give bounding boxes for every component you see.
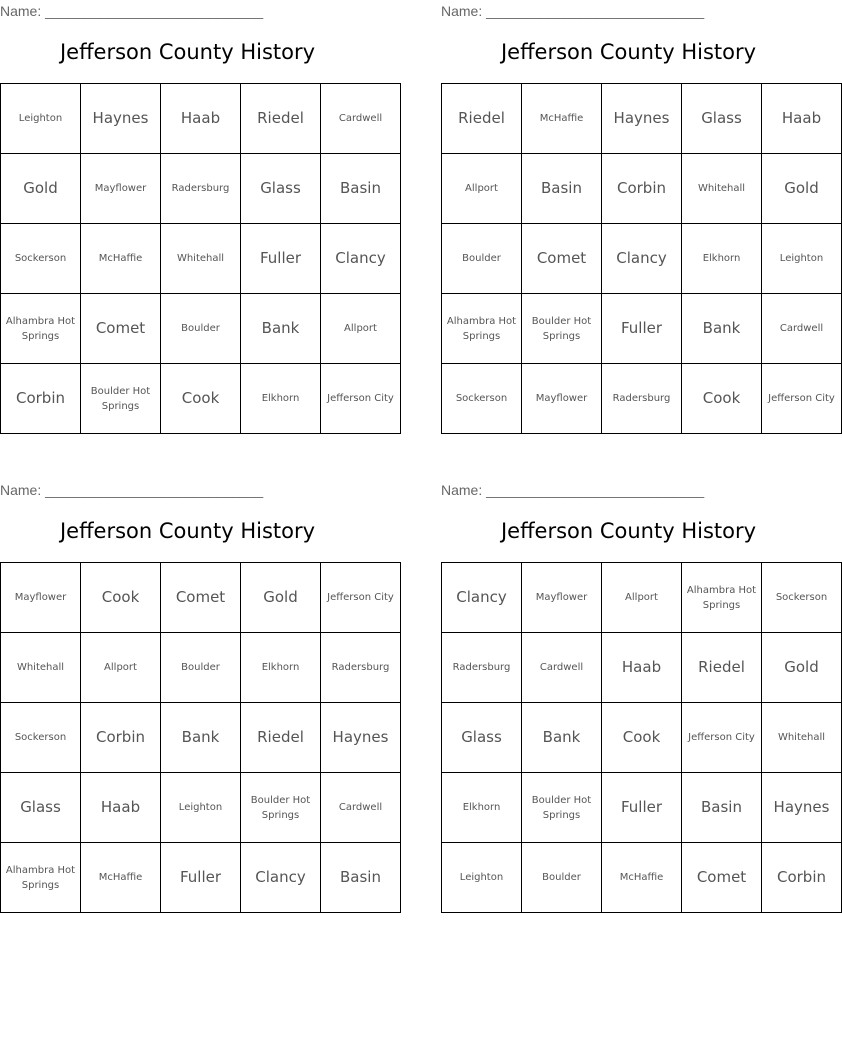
- bingo-cell[interactable]: Sockerson: [1, 703, 81, 773]
- bingo-cell[interactable]: Fuller: [602, 294, 682, 364]
- bingo-cell[interactable]: Clancy: [602, 224, 682, 294]
- bingo-cell[interactable]: Boulder Hot Springs: [81, 364, 161, 434]
- bingo-cell[interactable]: Allport: [321, 294, 401, 364]
- bingo-cell[interactable]: Leighton: [161, 773, 241, 843]
- bingo-cell[interactable]: Glass: [1, 773, 81, 843]
- bingo-cell[interactable]: Radersburg: [161, 154, 241, 224]
- bingo-cell[interactable]: Boulder Hot Springs: [241, 773, 321, 843]
- bingo-cell[interactable]: McHaffie: [81, 224, 161, 294]
- bingo-cell[interactable]: Boulder Hot Springs: [522, 294, 602, 364]
- card-title: Jefferson County History: [59, 519, 316, 543]
- bingo-cell[interactable]: Corbin: [762, 843, 842, 913]
- grid-row: [1, 633, 401, 703]
- bingo-cell[interactable]: Elkhorn: [241, 633, 321, 703]
- bingo-cell[interactable]: Allport: [442, 154, 522, 224]
- bingo-grid: [441, 83, 842, 434]
- bingo-cell[interactable]: Basin: [522, 154, 602, 224]
- name-field[interactable]: Name: ____________________________: [441, 3, 705, 19]
- bingo-cell[interactable]: Sockerson: [762, 563, 842, 633]
- bingo-cell[interactable]: Haynes: [81, 84, 161, 154]
- bingo-cell[interactable]: Whitehall: [1, 633, 81, 703]
- card-title: Jefferson County History: [500, 519, 757, 543]
- bingo-cell[interactable]: Jefferson City: [321, 364, 401, 434]
- bingo-cell[interactable]: Basin: [682, 773, 762, 843]
- bingo-cell[interactable]: Sockerson: [1, 224, 81, 294]
- bingo-cell[interactable]: Radersburg: [442, 633, 522, 703]
- bingo-cell[interactable]: Haab: [81, 773, 161, 843]
- bingo-cell[interactable]: Boulder: [522, 843, 602, 913]
- bingo-cell[interactable]: Haynes: [602, 84, 682, 154]
- bingo-cell[interactable]: Alhambra Hot Springs: [1, 843, 81, 913]
- bingo-cell[interactable]: Haynes: [762, 773, 842, 843]
- bingo-cell[interactable]: Glass: [241, 154, 321, 224]
- bingo-cell[interactable]: Allport: [602, 563, 682, 633]
- bingo-cell[interactable]: Elkhorn: [442, 773, 522, 843]
- bingo-cell[interactable]: Alhambra Hot Springs: [1, 294, 81, 364]
- bingo-cell[interactable]: Riedel: [241, 703, 321, 773]
- bingo-cell[interactable]: Clancy: [241, 843, 321, 913]
- bingo-cell[interactable]: Cardwell: [522, 633, 602, 703]
- bingo-cell[interactable]: Alhambra Hot Springs: [682, 563, 762, 633]
- bingo-cell[interactable]: Haynes: [321, 703, 401, 773]
- bingo-cell[interactable]: Gold: [241, 563, 321, 633]
- bingo-cell[interactable]: Gold: [762, 154, 842, 224]
- bingo-cell[interactable]: Boulder: [161, 294, 241, 364]
- grid-row: [442, 364, 842, 434]
- bingo-cell[interactable]: Bank: [522, 703, 602, 773]
- grid-row: [442, 843, 842, 913]
- grid-row: [442, 224, 842, 294]
- grid-row: [442, 294, 842, 364]
- grid-row: [1, 364, 401, 434]
- bingo-cell[interactable]: Whitehall: [682, 154, 762, 224]
- bingo-cell[interactable]: Bank: [161, 703, 241, 773]
- bingo-cell[interactable]: Jefferson City: [321, 563, 401, 633]
- name-field[interactable]: Name: ____________________________: [0, 482, 264, 498]
- bingo-cell[interactable]: Comet: [81, 294, 161, 364]
- bingo-cell[interactable]: Leighton: [1, 84, 81, 154]
- bingo-cell[interactable]: Fuller: [241, 224, 321, 294]
- bingo-cell[interactable]: Riedel: [682, 633, 762, 703]
- grid-row: [442, 84, 842, 154]
- grid-row: [1, 563, 401, 633]
- bingo-cell[interactable]: Corbin: [1, 364, 81, 434]
- bingo-cell[interactable]: Haab: [762, 84, 842, 154]
- grid-row: [442, 563, 842, 633]
- bingo-cell[interactable]: Cook: [602, 703, 682, 773]
- bingo-cell[interactable]: Leighton: [442, 843, 522, 913]
- grid-row: [1, 703, 401, 773]
- grid-row: [1, 773, 401, 843]
- bingo-cell[interactable]: Cook: [81, 563, 161, 633]
- bingo-cell[interactable]: Clancy: [321, 224, 401, 294]
- bingo-grid: [0, 83, 401, 434]
- bingo-grid: [0, 562, 401, 913]
- bingo-cell[interactable]: Whitehall: [161, 224, 241, 294]
- name-field[interactable]: Name: ____________________________: [441, 482, 705, 498]
- grid-row: [442, 703, 842, 773]
- bingo-cell[interactable]: Comet: [161, 563, 241, 633]
- bingo-cell[interactable]: Comet: [522, 224, 602, 294]
- bingo-cell[interactable]: Fuller: [602, 773, 682, 843]
- bingo-cell[interactable]: Riedel: [442, 84, 522, 154]
- bingo-cell[interactable]: Fuller: [161, 843, 241, 913]
- bingo-cell[interactable]: McHaffie: [602, 843, 682, 913]
- bingo-cell[interactable]: Glass: [682, 84, 762, 154]
- bingo-cell[interactable]: Cook: [682, 364, 762, 434]
- bingo-cell[interactable]: Gold: [1, 154, 81, 224]
- bingo-cell[interactable]: Clancy: [442, 563, 522, 633]
- bingo-cell[interactable]: Cardwell: [321, 773, 401, 843]
- bingo-cell[interactable]: Boulder: [442, 224, 522, 294]
- grid-row: [1, 84, 401, 154]
- bingo-cell[interactable]: Sockerson: [442, 364, 522, 434]
- grid-row: [1, 224, 401, 294]
- bingo-cell[interactable]: Radersburg: [602, 364, 682, 434]
- bingo-cell[interactable]: Elkhorn: [241, 364, 321, 434]
- bingo-cell[interactable]: Haab: [161, 84, 241, 154]
- grid-row: [442, 154, 842, 224]
- bingo-cell[interactable]: Leighton: [762, 224, 842, 294]
- bingo-cell[interactable]: Basin: [321, 843, 401, 913]
- bingo-cell[interactable]: Alhambra Hot Springs: [442, 294, 522, 364]
- bingo-cell[interactable]: Cardwell: [762, 294, 842, 364]
- bingo-cell[interactable]: Cardwell: [321, 84, 401, 154]
- bingo-cell[interactable]: Riedel: [241, 84, 321, 154]
- grid-row: [442, 633, 842, 703]
- bingo-cell[interactable]: Comet: [682, 843, 762, 913]
- card-title: Jefferson County History: [500, 40, 757, 64]
- bingo-cell[interactable]: Mayflower: [522, 364, 602, 434]
- bingo-grid: [441, 562, 842, 913]
- grid-row: [1, 294, 401, 364]
- bingo-cell[interactable]: Mayflower: [522, 563, 602, 633]
- card-title: Jefferson County History: [59, 40, 316, 64]
- grid-row: [1, 843, 401, 913]
- name-field[interactable]: Name: ____________________________: [0, 3, 264, 19]
- bingo-cell[interactable]: Elkhorn: [682, 224, 762, 294]
- bingo-cell[interactable]: Corbin: [81, 703, 161, 773]
- bingo-cell[interactable]: Bank: [241, 294, 321, 364]
- bingo-cell[interactable]: Glass: [442, 703, 522, 773]
- bingo-cell[interactable]: Mayflower: [81, 154, 161, 224]
- bingo-cell[interactable]: Gold: [762, 633, 842, 703]
- bingo-cell[interactable]: Mayflower: [1, 563, 81, 633]
- bingo-cell[interactable]: Cook: [161, 364, 241, 434]
- bingo-cell[interactable]: Jefferson City: [762, 364, 842, 434]
- grid-row: [1, 154, 401, 224]
- bingo-cell[interactable]: Whitehall: [762, 703, 842, 773]
- bingo-cell[interactable]: Corbin: [602, 154, 682, 224]
- bingo-cell[interactable]: Boulder: [161, 633, 241, 703]
- bingo-cell[interactable]: Bank: [682, 294, 762, 364]
- bingo-cell[interactable]: Haab: [602, 633, 682, 703]
- bingo-cell[interactable]: McHaffie: [522, 84, 602, 154]
- grid-row: [442, 773, 842, 843]
- bingo-cell[interactable]: Basin: [321, 154, 401, 224]
- bingo-cell[interactable]: McHaffie: [81, 843, 161, 913]
- bingo-cell[interactable]: Boulder Hot Springs: [522, 773, 602, 843]
- bingo-cell[interactable]: Radersburg: [321, 633, 401, 703]
- bingo-cell[interactable]: Jefferson City: [682, 703, 762, 773]
- bingo-cell[interactable]: Allport: [81, 633, 161, 703]
